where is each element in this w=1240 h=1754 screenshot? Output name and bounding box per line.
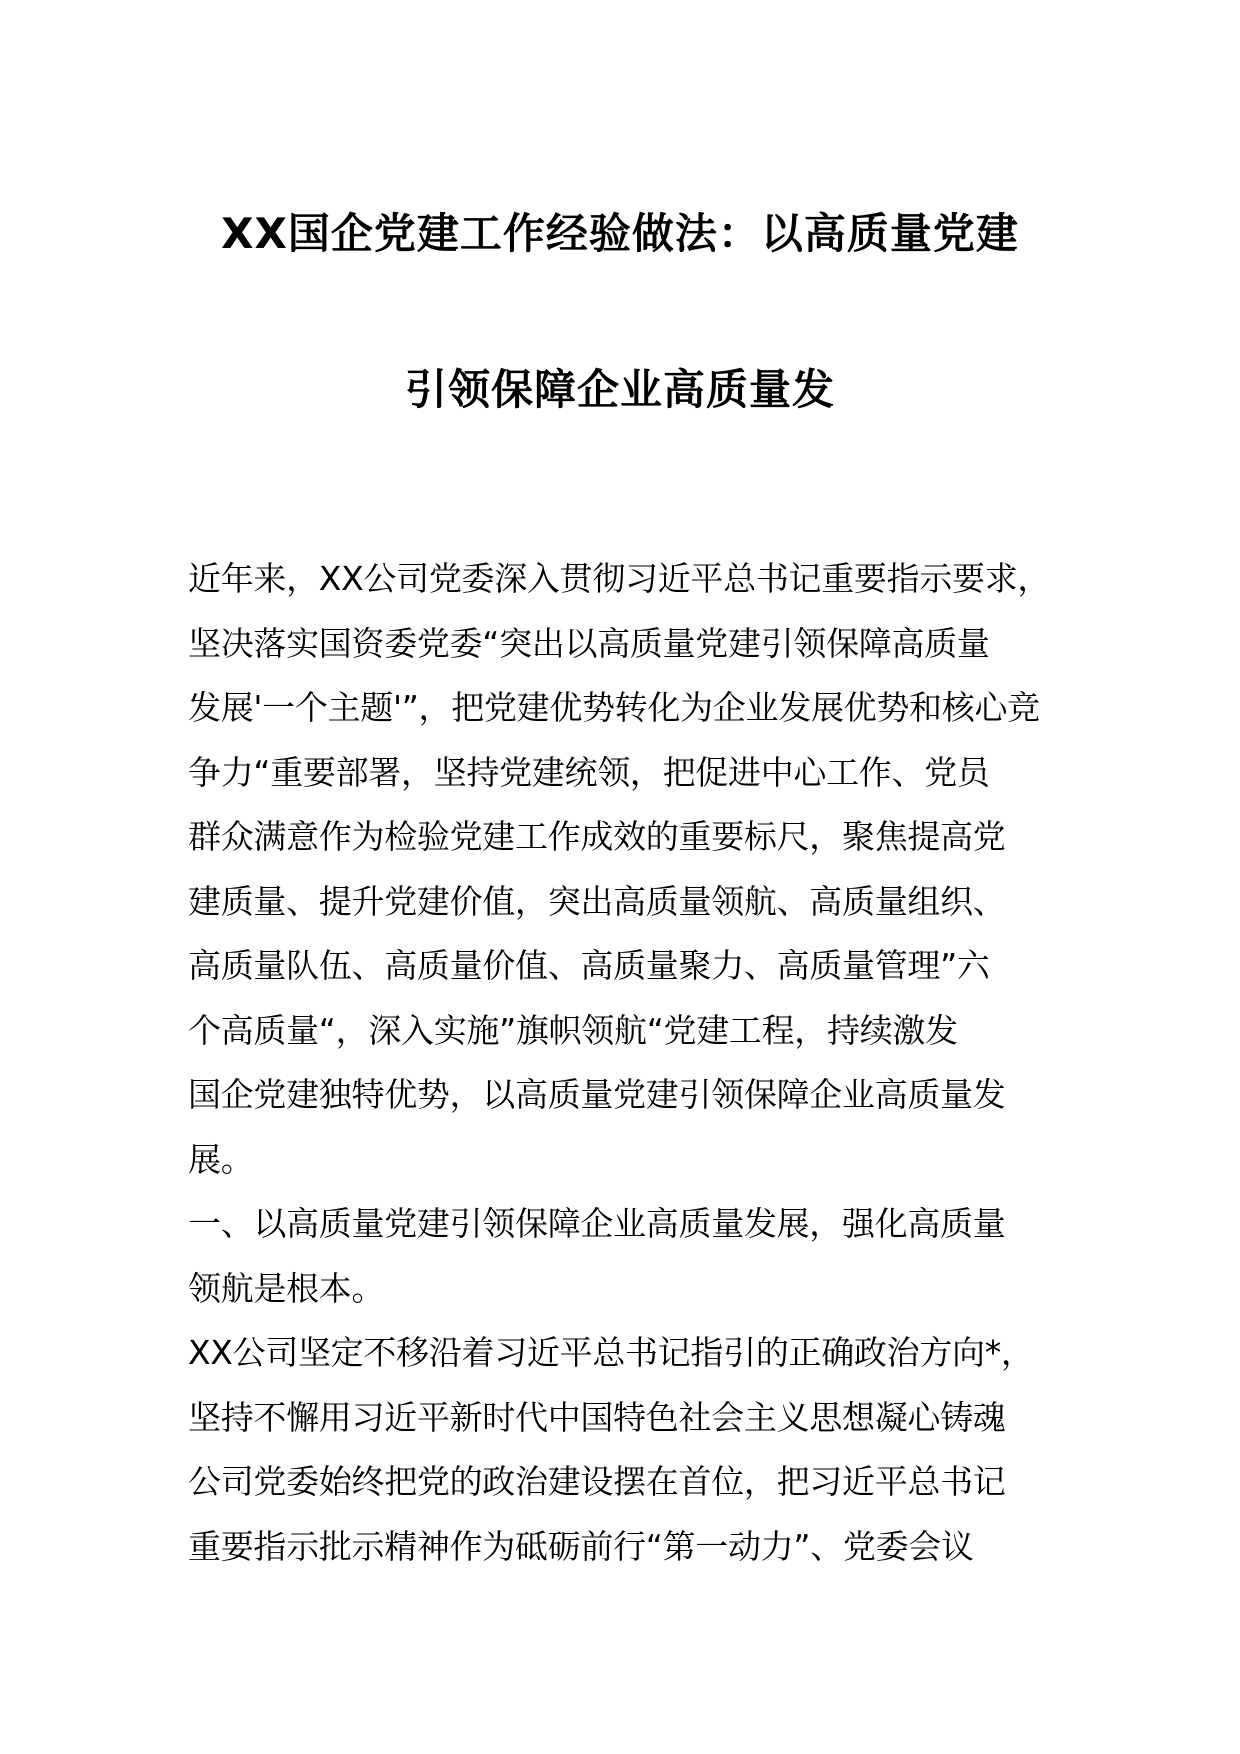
body-line: 发展'一个主题'”，把党建优势转化为企业发展优势和核心竞 [188,688,1040,727]
body-line: 建质量、提升党建价值，突出高质量领航、高质量组织、 [188,881,1006,921]
document-title-line-2: 引领保障企业高质量发 [404,365,835,414]
body-line: 展。 [188,1139,254,1179]
body-line: 个高质量“，深入实施”旗帜领航“党建工程，持续激发 [188,1010,958,1050]
body-line: 坚决落实国资委党委“突出以高质量党建引领保障高质量 [188,623,990,663]
body-line: 重要指示批示精神作为砥砺前行“第一动力”、党委会议 [188,1526,974,1566]
body-line: 近年来，XX公司党委深入贯彻习近平总书记重要指示要求， [188,559,1051,598]
section-heading-line: 领航是根本。 [188,1268,385,1308]
section-heading-line: 一、以高质量党建引领保障企业高质量发展，强化高质量 [188,1204,1006,1243]
body-line: 高质量队伍、高质量价值、高质量聚力、高质量管理”六 [188,946,990,985]
body-line: 国企党建独特优势，以高质量党建引领保障企业高质量发 [188,1075,1006,1114]
body-line: 坚持不懈用习近平新时代中国特色社会主义思想凝心铸魂 [188,1397,1006,1437]
body-line: 公司党委始终把党的政治建设摆在首位，把习近平总书记 [188,1462,1006,1501]
document-title-line-1: XX国企党建工作经验做法：以高质量党建 [221,209,1019,258]
body-line: XX公司坚定不移沿着习近平总书记指引的正确政治方向*， [188,1333,1034,1372]
document-body [188,547,1068,1579]
body-line: 群众满意作为检验党建工作成效的重要标尺，聚焦提高党 [188,817,1006,856]
body-line: 争力“重要部署，坚持党建统领，把促进中心工作、党员 [188,752,990,792]
